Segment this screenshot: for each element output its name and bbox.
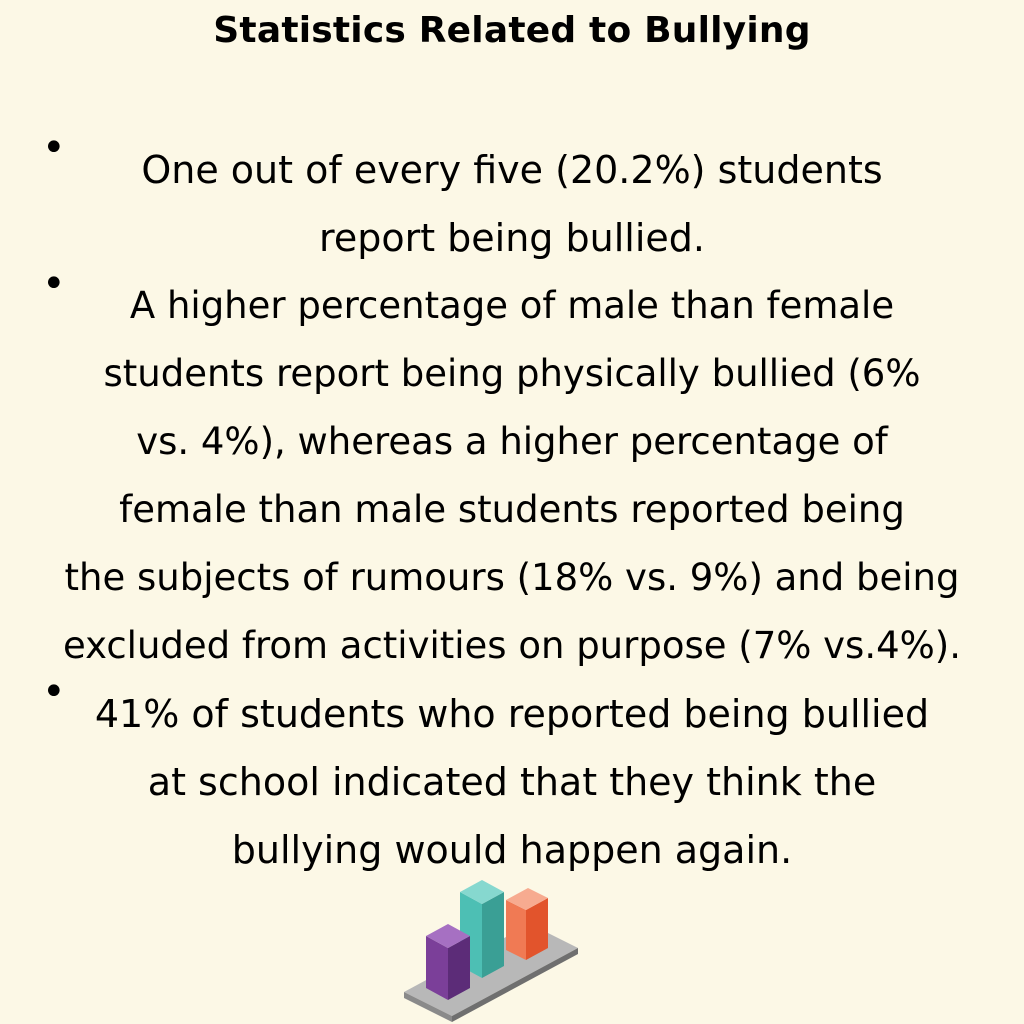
list-item-line: the subjects of rumours (18% vs. 9%) and being [64,556,960,599]
bar-chart-icon [400,874,590,1024]
list-item-line: 41% of students who reported being bullied [94,692,930,736]
page-title: Statistics Related to Bullying [213,10,811,51]
bullet-icon: • [42,669,66,715]
list-item-line: at school indicated that they think the [147,760,877,804]
list-item-line: bullying would happen again. [231,828,793,872]
list-item-line: students report being physically bullied (6% [103,352,921,395]
teal-block-side [482,892,504,978]
orange-block-front [506,900,526,960]
bullet-icon: • [42,125,66,171]
list-item [0,680,1024,884]
list-item [0,136,1024,272]
list-item-line: female than male students reported being [119,488,905,531]
list-item-line: excluded from activities on purpose (7% vs.4%). [62,624,961,667]
list-item-line: vs. 4%), whereas a higher percentage of [136,420,888,463]
list-item-line: A higher percentage of male than female [129,284,895,327]
list-item-line: report being bullied. [319,216,705,260]
list-item-line: One out of every five (20.2%) students [141,148,883,192]
bullet-icon: • [42,261,66,307]
list-item [0,272,1024,680]
